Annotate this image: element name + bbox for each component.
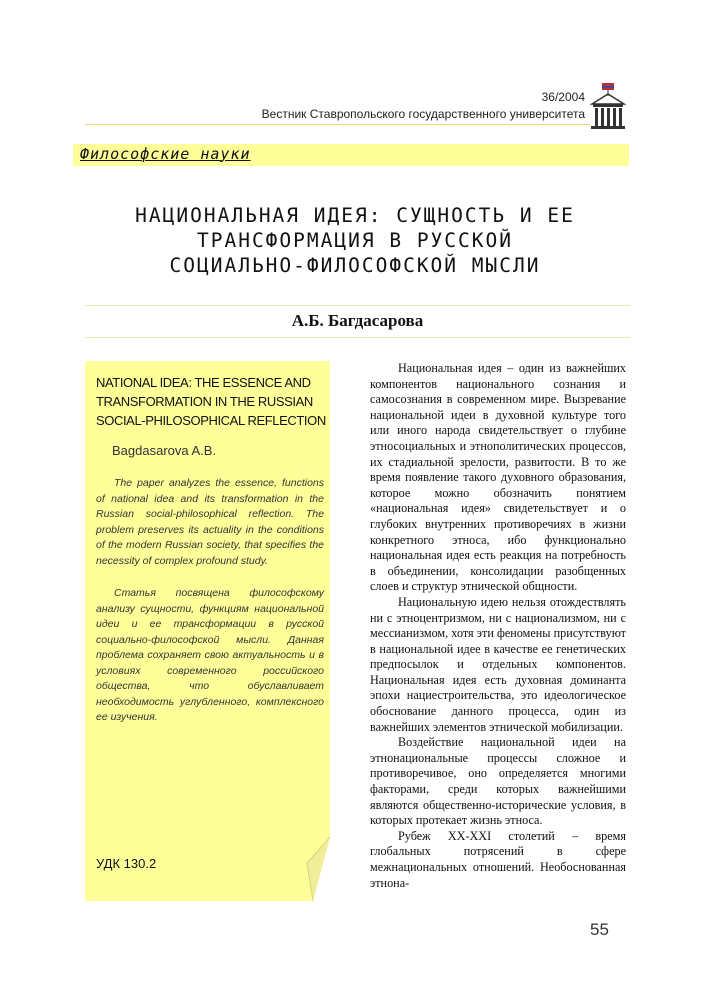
- title-line-3: СОЦИАЛЬНО-ФИЛОСОФСКОЙ МЫСЛИ: [169, 254, 541, 277]
- author-rule-bottom: [85, 337, 630, 338]
- article-body: [370, 361, 626, 891]
- abstract-russian-text: Статья посвящена философскому анализу сущности, функциям национальной идеи и ее трансформации в русской социально-философской мысли. Данная проблема сохраняет свою актуальность и в условиях современного российского общества, что обуславливает необходимость углубленного, комплексного ее изучения.: [96, 587, 324, 723]
- title-line-1: НАЦИОНАЛЬНАЯ ИДЕЯ: СУЩНОСТЬ И ЕЕ: [135, 204, 575, 227]
- section-label: Философские науки: [80, 145, 251, 163]
- body-paragraph: Национальная идея – один из важнейших компонентов национального сознания и самосознания в современном мире. Вызревание национальной идеи в духовной культуре того или иного народа свидетельствует о глубине этносоциальных и этнополитических процессов, их стадиальной зрелости, развитости. В то же время появление такого духовного образования, которое можно обозначить понятием «национальная идея» свидетельствует и о глубоких внутренних противоречиях в жизни конкретного этноса, ибо функционально национальная идея есть реакция на потребность в объединении, консолидации разобщенных слоев и структур этнической общности.: [370, 361, 626, 594]
- body-paragraph: Национальную идею нельзя отождествлять ни с этноцентризмом, ни с национализмом, ни с мессианизмом, хотя эти феномены присутствуют в национальной идее в качестве ее генетических предпосылок и отдельных компонентов. Национальная идея есть духовная доминанта эпохи нациестроительства, это идеологическое обоснование данного процесса, один из важнейших элементов этнической мобилизации.: [370, 594, 626, 734]
- article-author: А.Б. Багдасарова: [291, 311, 424, 330]
- article-title: [70, 203, 640, 278]
- abstract-english-text: The paper analyzes the essence, functions of national idea and its transformation in the Russian social-philosophical reflection. The problem preserves its actuality in the conditions of the modern Russian society, that specifies the necessity of complex profound study.: [96, 477, 324, 567]
- journal-name: Вестник Ставропольского государственного университета: [261, 107, 585, 121]
- body-paragraph: Рубеж XX-XXI столетий – время глобальных потрясений в сфере межнациональных отношений. Необоснованная этнона-: [370, 828, 626, 890]
- issue-number: 36/2004: [541, 90, 585, 104]
- abstract-english-title: NATIONAL IDEA: THE ESSENCE AND TRANSFORMATION IN THE RUSSIAN SOCIAL-PHILOSOPHICAL REFLECTION: [96, 375, 326, 428]
- page-number: 55: [590, 920, 609, 939]
- header-rule: [85, 124, 590, 125]
- udk-code: УДК 130.2: [96, 856, 157, 871]
- body-paragraph: Воздействие национальной идеи на этнонациональные процессы сложное и противоречивое, оно определяется многими факторами, среди которых важнейшими являются общественно-исторические условия, в которых протекает жизнь этноса.: [370, 735, 626, 828]
- author-rule-top: [85, 305, 630, 306]
- abstract-english-author: Bagdasarova A.B.: [112, 443, 217, 458]
- university-logo-icon: [588, 82, 630, 130]
- title-line-2: ТРАНСФОРМАЦИЯ В РУССКОЙ: [196, 229, 514, 252]
